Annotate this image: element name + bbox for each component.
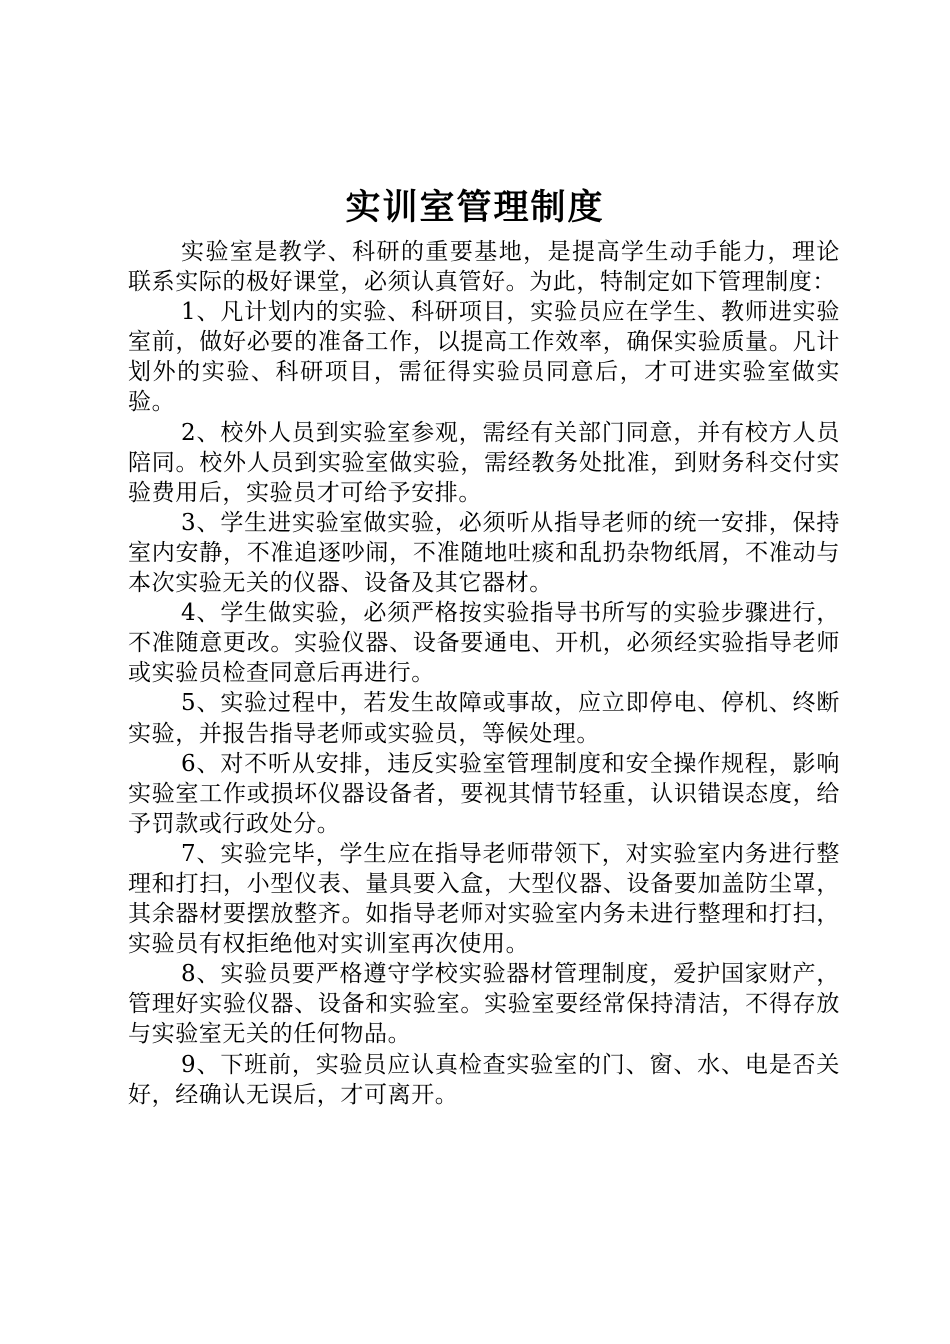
- paragraph-rule-6: 6、对不听从安排，违反实验室管理制度和安全操作规程，影响实验室工作或损坏仪器设备者，要视其情节轻重，认识错误态度，给予罚款或行政处分。: [128, 750, 840, 837]
- paragraph-rule-8: 8、实验员要严格遵守学校实验器材管理制度，爱护国家财产，管理好实验仪器、设备和实验室。实验室要经常保持清洁，不得存放与实验室无关的任何物品。: [128, 961, 840, 1048]
- paragraph-rule-3: 3、学生进实验室做实验，必须听从指导老师的统一安排，保持室内安静，不准追逐吵闹，不准随地吐痰和乱扔杂物纸屑，不准动与本次实验无关的仪器、设备及其它器材。: [128, 509, 840, 597]
- paragraph-intro: 实验室是教学、科研的重要基地，是提高学生动手能力，理论联系实际的极好课堂，必须认真管好。为此，特制定如下管理制度：: [128, 239, 840, 296]
- paragraph-rule-1: 1、凡计划内的实验、科研项目，实验员应在学生、教师进实验室前，做好必要的准备工作，以提高工作效率，确保实验质量。凡计划外的实验、科研项目，需征得实验员同意后，才可进实验室做实验。: [128, 299, 840, 416]
- document-body: [128, 237, 840, 1110]
- document-title: 实训室管理制度: [345, 188, 605, 228]
- paragraph-rule-9: 9、下班前，实验员应认真检查实验室的门、窗、水、电是否关好，经确认无误后，才可离开。: [128, 1051, 840, 1108]
- paragraph-rule-5: 5、实验过程中，若发生故障或事故，应立即停电、停机、终断实验，并报告指导老师或实验员，等候处理。: [128, 690, 840, 747]
- paragraph-rule-2: 2、校外人员到实验室参观，需经有关部门同意，并有校方人员陪同。校外人员到实验室做实验，需经教务处批准，到财务科交付实验费用后，实验员才可给予安排。: [128, 419, 840, 506]
- paragraph-rule-4: 4、学生做实验，必须严格按实验指导书所写的实验步骤进行，不准随意更改。实验仪器、设备要通电、开机，必须经实验指导老师或实验员检查同意后再进行。: [128, 600, 840, 687]
- paragraph-rule-7: 7、实验完毕，学生应在指导老师带领下，对实验室内务进行整理和打扫，小型仪表、量具要入盒，大型仪器、设备要加盖防尘罩，其余器材要摆放整齐。如指导老师对实验室内务未进行整理和打扫，实验员有权拒绝他对实训室再次使用。: [128, 840, 840, 958]
